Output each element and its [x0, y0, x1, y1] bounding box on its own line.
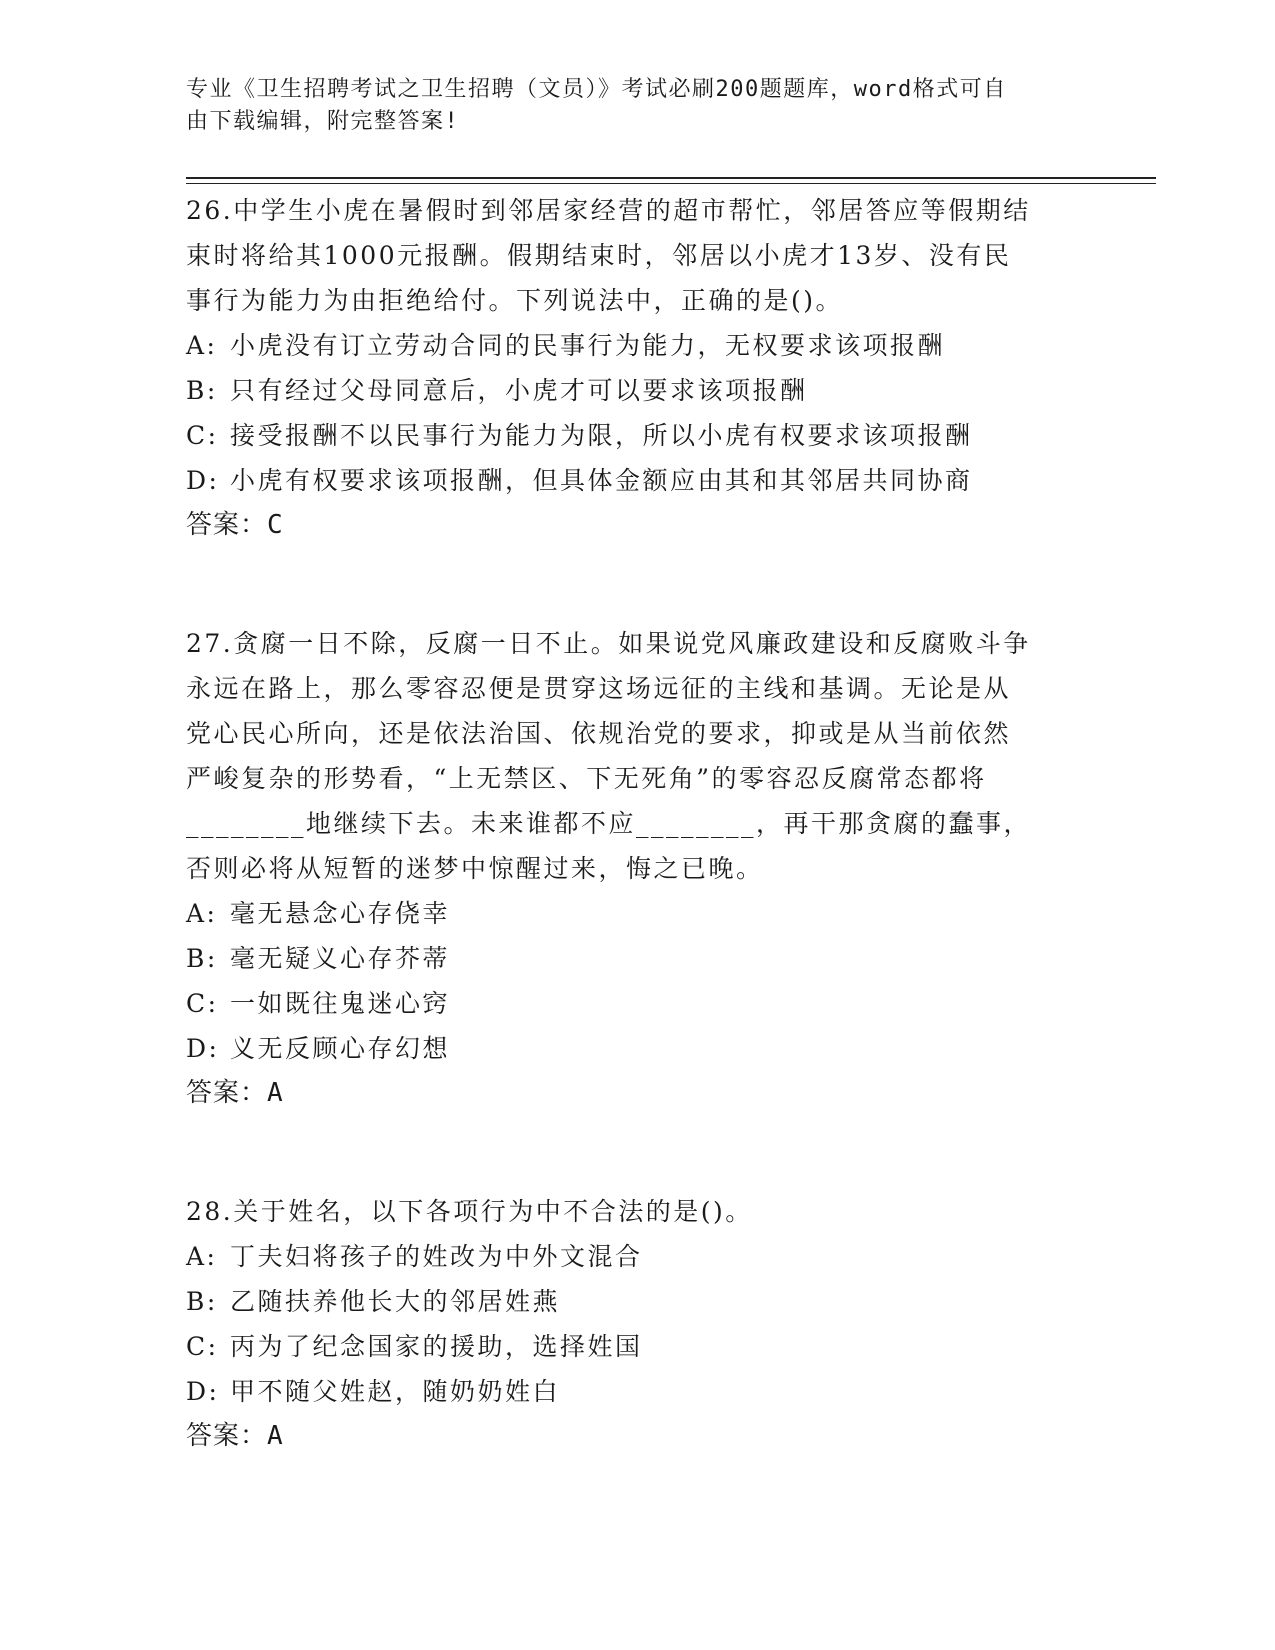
- option-text: 接受报酬不以民事行为能力为限，所以小虎有权要求该项报酬: [230, 421, 973, 450]
- question-stem-line: 事行为能力为由拒绝给付。下列说法中，正确的是()。: [186, 286, 844, 315]
- question-27: [186, 621, 1086, 1116]
- question-28: [186, 1189, 1086, 1459]
- question-stem-line: 党心民心所向，还是依法治国、依规治党的要求，抑或是从当前依然: [186, 719, 1012, 748]
- question-stem-line: 26.中学生小虎在暑假时到邻居家经营的超市帮忙，邻居答应等假期结: [186, 196, 1031, 225]
- option-a: [186, 891, 1086, 936]
- option-c: [186, 981, 1086, 1026]
- answer-value: A: [267, 1078, 284, 1108]
- question-stem-line: 永远在路上，那么零容忍便是贯穿这场远征的主线和基调。无论是从: [186, 674, 1012, 703]
- question-stem-line: 28.关于姓名，以下各项行为中不合法的是()。: [186, 1197, 753, 1226]
- option-text: 乙随扶养他长大的邻居姓燕: [230, 1287, 561, 1316]
- answer-label: 答案：: [186, 510, 268, 540]
- option-letter: D:: [186, 466, 220, 495]
- question-stem-line: 严峻复杂的形势看，“上无禁区、下无死角”的零容忍反腐常态都将: [186, 764, 987, 793]
- option-letter: B:: [186, 944, 218, 973]
- header-rule-thin: [186, 183, 1156, 184]
- header-line-1: 专业《卫生招聘考试之卫生招聘（文员）》考试必刷200题题库，word格式可自: [186, 77, 1007, 102]
- option-c: [186, 413, 1086, 458]
- option-text: 甲不随父姓赵，随奶奶姓白: [230, 1377, 561, 1406]
- answer-label: 答案：: [186, 1078, 268, 1108]
- answer-label: 答案：: [186, 1421, 268, 1451]
- document-header: [186, 74, 1066, 138]
- option-letter: C:: [186, 989, 219, 1018]
- option-letter: A:: [186, 331, 218, 360]
- option-text: 小虎有权要求该项报酬，但具体金额应由其和其邻居共同协商: [230, 466, 973, 495]
- option-text: 义无反顾心存幻想: [230, 1034, 451, 1063]
- question-stem-line: 束时将给其1000元报酬。假期结束时，邻居以小虎才13岁、没有民: [186, 241, 1012, 270]
- option-letter: A:: [186, 899, 218, 928]
- question-26: [186, 188, 1086, 548]
- option-b: [186, 936, 1086, 981]
- answer-value: C: [267, 510, 284, 540]
- question-stem-line: 27.贪腐一日不除，反腐一日不止。如果说党风廉政建设和反腐败斗争: [186, 629, 1031, 658]
- option-letter: D:: [186, 1377, 220, 1406]
- answer-line: [186, 1414, 1086, 1459]
- option-a: [186, 323, 1086, 368]
- option-text: 毫无悬念心存侥幸: [230, 899, 451, 928]
- question-stem-line: ________地继续下去。未来谁都不应________，再干那贪腐的蠢事，: [186, 809, 1032, 838]
- option-letter: B:: [186, 376, 218, 405]
- option-letter: C:: [186, 1332, 219, 1361]
- header-line-2: 由下载编辑，附完整答案!: [186, 109, 460, 134]
- option-a: [186, 1234, 1086, 1279]
- question-stem-line: 否则必将从短暂的迷梦中惊醒过来，悔之已晚。: [186, 854, 764, 883]
- option-letter: B:: [186, 1287, 218, 1316]
- option-text: 丙为了纪念国家的援助，选择姓国: [230, 1332, 643, 1361]
- answer-line: [186, 503, 1086, 548]
- option-c: [186, 1324, 1086, 1369]
- option-text: 一如既往鬼迷心窍: [230, 989, 451, 1018]
- option-letter: A:: [186, 1242, 218, 1271]
- option-b: [186, 368, 1086, 413]
- option-d: [186, 458, 1086, 503]
- option-letter: C:: [186, 421, 219, 450]
- answer-line: [186, 1071, 1086, 1116]
- option-text: 只有经过父母同意后，小虎才可以要求该项报酬: [230, 376, 808, 405]
- option-b: [186, 1279, 1086, 1324]
- option-letter: D:: [186, 1034, 220, 1063]
- option-text: 小虎没有订立劳动合同的民事行为能力，无权要求该项报酬: [230, 331, 946, 360]
- answer-value: A: [267, 1421, 284, 1451]
- option-text: 毫无疑义心存芥蒂: [230, 944, 451, 973]
- option-d: [186, 1026, 1086, 1071]
- option-d: [186, 1369, 1086, 1414]
- option-text: 丁夫妇将孩子的姓改为中外文混合: [230, 1242, 643, 1271]
- questions-list: [186, 188, 1086, 1532]
- header-rule-thick: [186, 177, 1156, 179]
